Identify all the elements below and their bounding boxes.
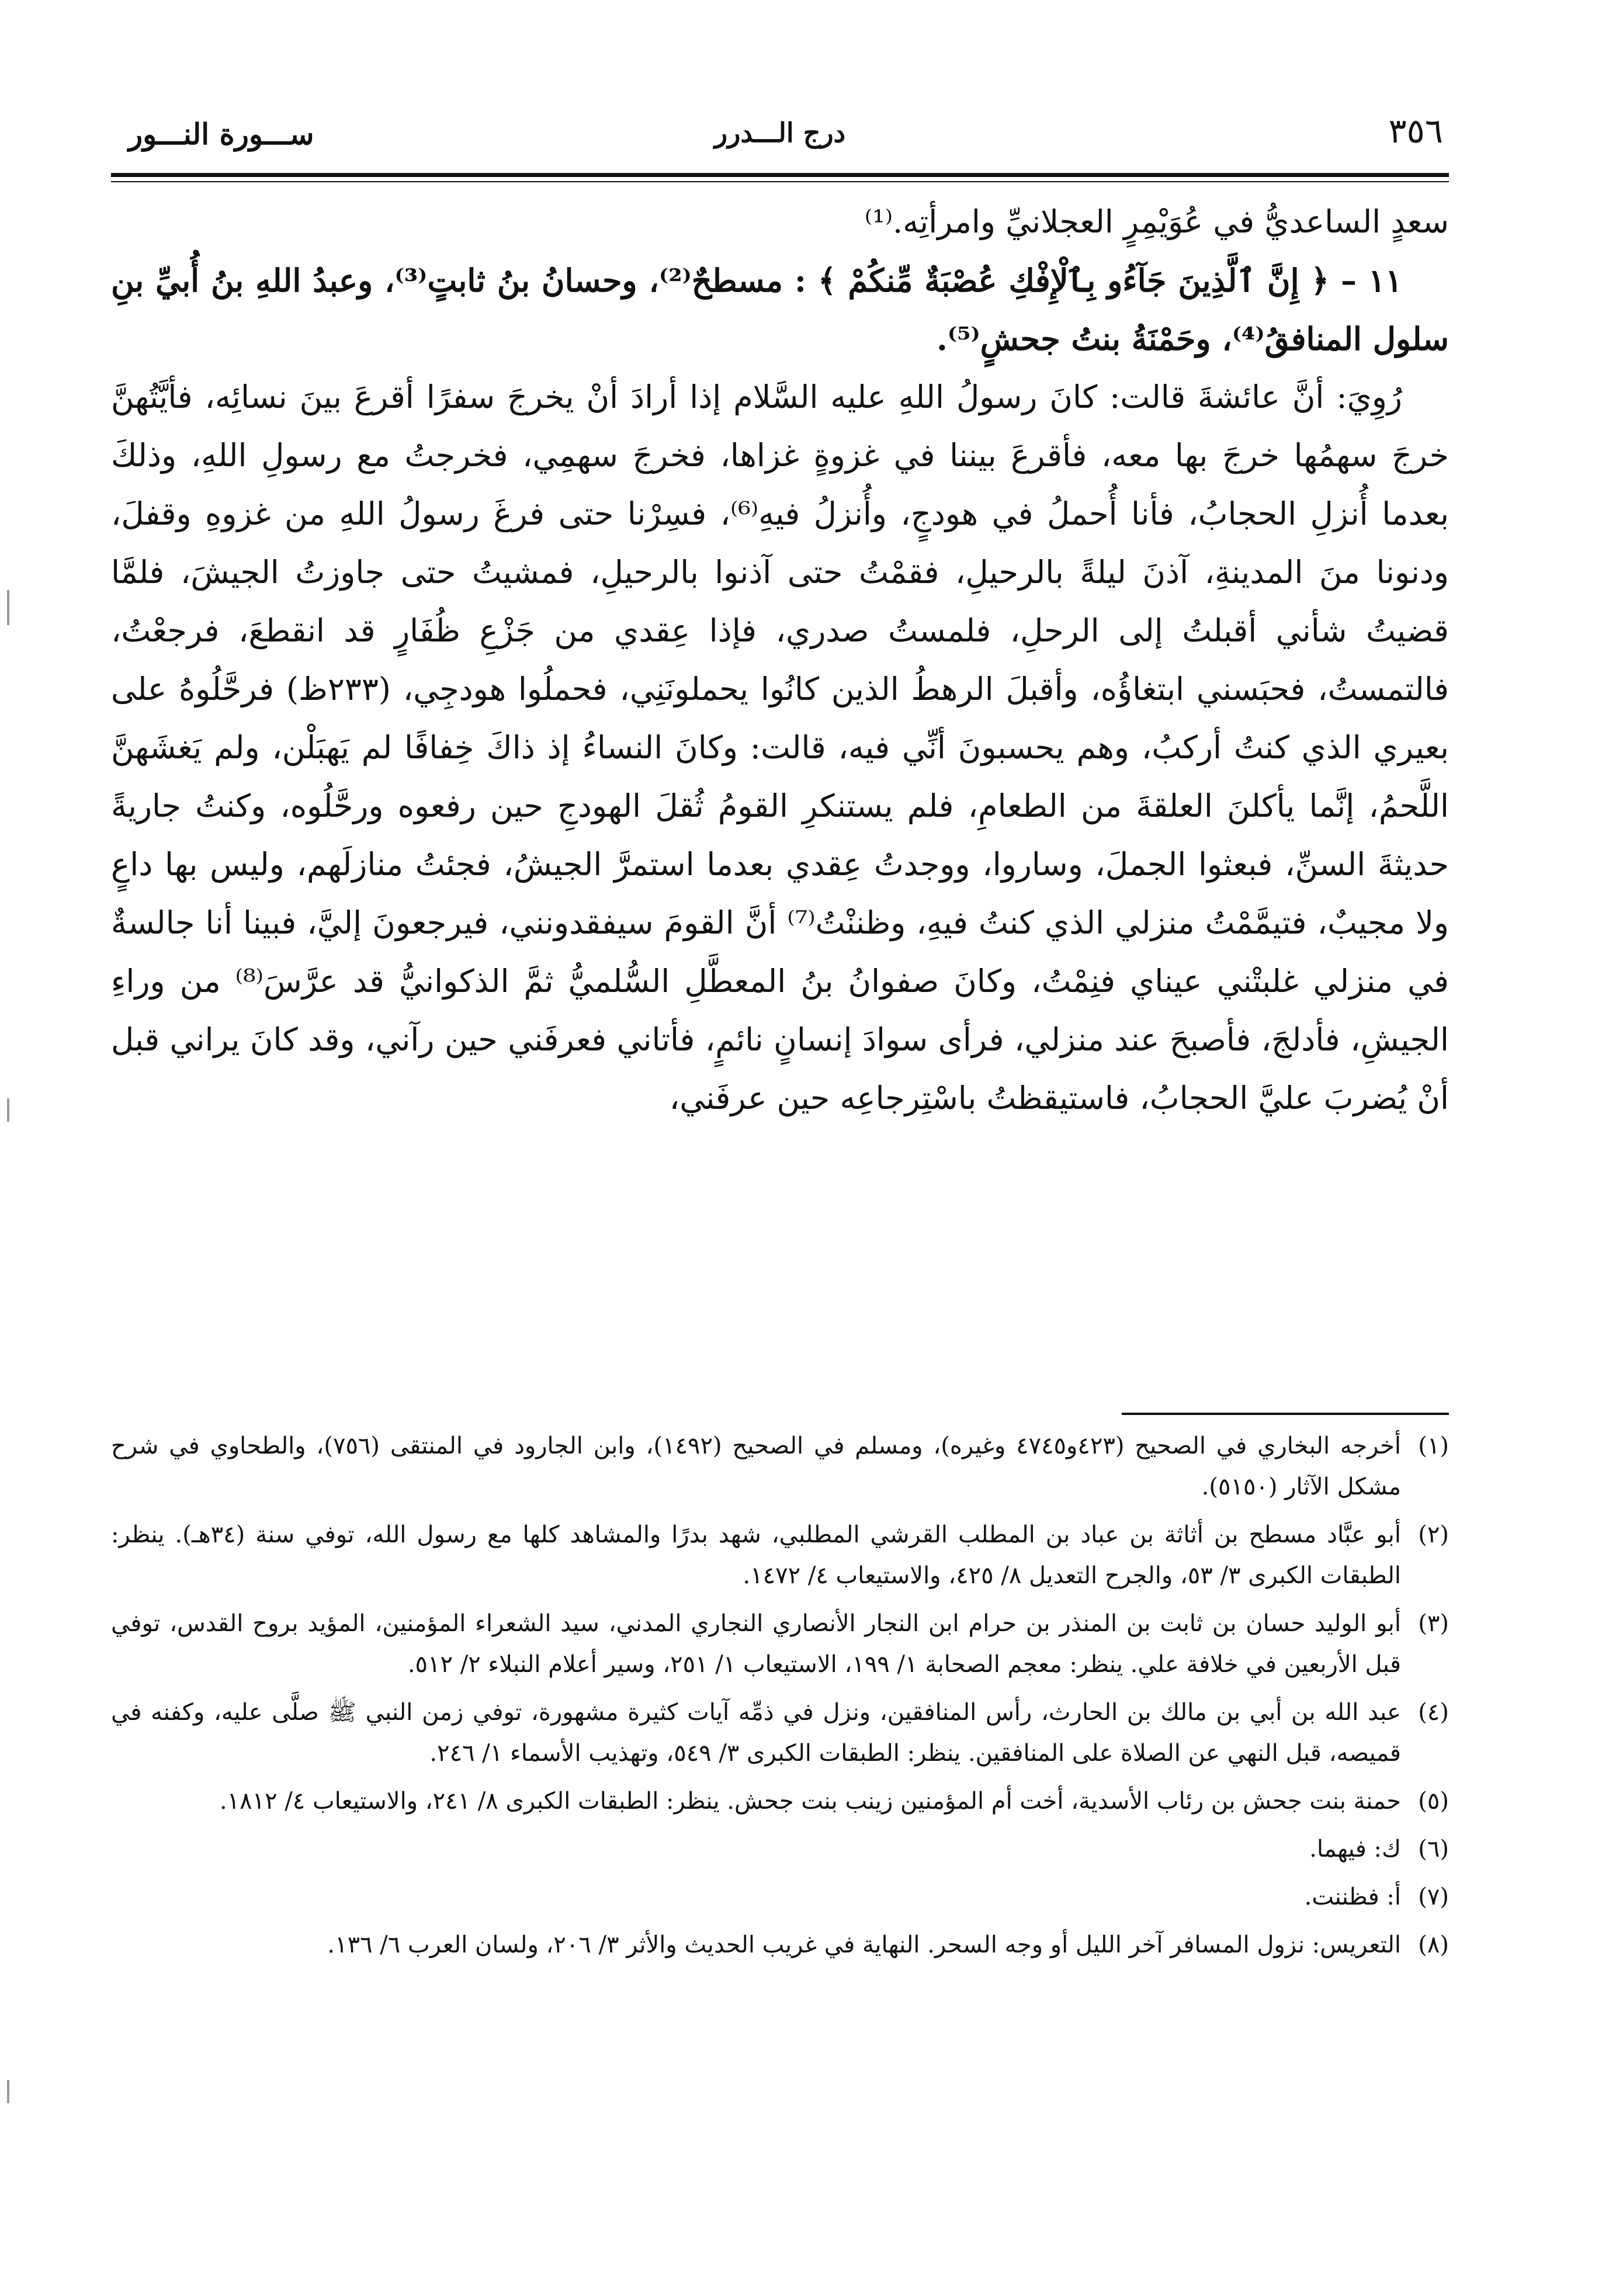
footnote-text: أخرجه البخاري في الصحيح (٤٢٣و٤٧٤٥ وغيره)، ومسلم في الصحيح (١٤٩٢)، وابن الجارود في المنتقى (٧٥٦)، والطحاوي في شرح مشكل الآثار (٥١٥٠). bbox=[111, 1433, 1402, 1500]
page-header bbox=[111, 105, 1449, 175]
footnotes bbox=[111, 1426, 1449, 1972]
footnote bbox=[111, 1877, 1449, 1917]
scan-edge-mark bbox=[7, 2080, 9, 2103]
footnote-number: (٦) bbox=[1418, 1836, 1449, 1863]
footnote-number: (١) bbox=[1418, 1433, 1449, 1459]
book-title: درج الـــدرر bbox=[714, 117, 846, 148]
footnote bbox=[111, 1514, 1449, 1596]
main-text bbox=[111, 193, 1449, 1128]
paragraph: سعدٍ الساعديُّ في عُوَيْمِرٍ العجلانيِّ وامرأتِه.⁽¹⁾ bbox=[864, 203, 1449, 240]
header-rule-thin bbox=[111, 181, 1449, 182]
footnote-number: (٧) bbox=[1418, 1884, 1449, 1910]
footnote bbox=[111, 1924, 1449, 1965]
footnote-text: ك: فيهما. bbox=[1309, 1836, 1401, 1863]
footnote-number: (٢) bbox=[1418, 1521, 1449, 1548]
footnote bbox=[111, 1426, 1449, 1507]
page-number: ٣٥٦ bbox=[1388, 111, 1443, 151]
footnote-separator bbox=[1122, 1413, 1449, 1415]
footnote-number: (٣) bbox=[1418, 1610, 1449, 1637]
scan-edge-mark bbox=[7, 590, 9, 625]
footnote-text: التعريس: نزول المسافر آخر الليل أو وجه السحر. النهاية في غريب الحديث والأثر ٣/ ٢٠٦، ولسان العرب ٦/ ١٣٦. bbox=[327, 1931, 1401, 1958]
footnote-text: عبد الله بن أبي بن مالك بن الحارث، رأس المنافقين، ونزل في ذمِّه آيات كثيرة مشهورة، توفي زمن النبي ﷺ صلَّى عليه، وكفنه في قميصه، قبل النهي عن الصلاة على المنافقين. ينظر: الطبقات الكبرى ٣/ ٥٤٩، وتهذيب الأسماء ١/ ٢٤٦. bbox=[111, 1699, 1401, 1767]
footnote-text: أ: فظننت. bbox=[1304, 1884, 1401, 1910]
footnote bbox=[111, 1829, 1449, 1870]
footnote bbox=[111, 1781, 1449, 1822]
scan-edge-mark bbox=[7, 1098, 9, 1122]
footnote bbox=[111, 1692, 1449, 1774]
footnote bbox=[111, 1603, 1449, 1685]
footnote-text: أبو الوليد حسان بن ثابت بن المنذر بن حرام ابن النجار الأنصاري النجاري المدني، سيد الشعراء المؤمنين، المؤيد بروح القدس، توفي قبل الأربعين في خلافة علي. ينظر: معجم الصحابة ١/ ١٩٩، الاستيعاب ١/ ٢٥١، وسير أعلام النبلاء ٢/ ٥١٢. bbox=[111, 1610, 1401, 1678]
footnote-number: (٥) bbox=[1418, 1788, 1449, 1815]
header-rule bbox=[111, 173, 1449, 177]
footnote-text: أبو عبَّاد مسطح بن أثاثة بن عباد بن المطلب القرشي المطلبي، شهد بدرًا والمشاهد كلها مع رسول الله، توفي سنة (٣٤هـ). ينظر: الطبقات الكبرى ٣/ ٥٣، والجرح التعديل ٨/ ٤٢٥، والاستيعاب ٤/ ١٤٧٢. bbox=[111, 1521, 1401, 1589]
footnote-text: حمنة بنت جحش بن رئاب الأسدية، أخت أم المؤمنين زينب بنت جحش. ينظر: الطبقات الكبرى ٨/ ٢٤١، والاستيعاب ٤/ ١٨١٢. bbox=[219, 1788, 1401, 1815]
surah-title: ســـورة النـــور bbox=[129, 117, 314, 151]
paragraph-verse: ١١ – ﴿ إِنَّ ٱلَّذِينَ جَآءُو بِٱلْإِفْكِ عُصْبَةٌ مِّنكُمْ ﴾ : مسطحٌ⁽²⁾، وحسانُ بنُ ثابتٍ⁽³⁾، وعبدُ اللهِ بنُ أُبيِّ بنِ سلول المنافقُ⁽⁴⁾، وحَمْنَةُ بنتُ جحشٍ⁽⁵⁾. bbox=[111, 262, 1449, 358]
footnote-number: (٨) bbox=[1418, 1931, 1449, 1958]
paragraph: رُوِيَ: أنَّ عائشةَ قالت: كانَ رسولُ اللهِ عليه السَّلام إذا أرادَ أنْ يخرجَ سفرًا أقرعَ بينَ نسائِه، فأيَّتُهنَّ خرجَ سهمُها خرجَ بها معه، فأقرعَ بيننا في غزوةٍ غزاها، فخرجَ سهمِي، فخرجتُ مع رسولِ اللهِ، وذلكَ بعدما أُنزلِ الحجابُ، فأنا أُحملُ في هودجٍ، وأُنزلُ فيهِ⁽⁶⁾، فسِرْنا حتى فرغَ رسولُ اللهِ من غزوهِ وقفلَ، ودنونا منَ المدينةِ، آذنَ ليلةً بالرحيلِ، فقمْتُ حتى آذنوا بالرحيلِ، فمشيتُ حتى جاوزتُ الجيشَ، فلمَّا قضيتُ شأني أقبلتُ إلى الرحلِ، فلمستُ صدري، فإذا عِقدي من جَزْعِ ظُفَارٍ قد انقطعَ، فرجعْتُ، فالتمستُ، فحبَسني ابتغاؤُه، وأقبلَ الرهطُ الذين كانُوا يحملونَنِي، فحملُوا هودجِي، (٢٣٣ظ) فرحَّلُوهُ على بعيري الذي كنتُ أركبُ، وهم يحسبونَ أنِّي فيه، قالت: وكانَ النساءُ إذ ذاكَ خِفافًا لم يَهبَلْن، ولم يَغشَهنَّ اللَّحمُ، إنَّما يأكلنَ العلقةَ من الطعامِ، فلم يستنكرِ القومُ ثُقلَ الهودجِ حين رفعوه ورحَّلُوه، وكنتُ جاريةً حديثةَ السنِّ، فبعثوا الجملَ، وساروا، ووجدتُ عِقدي بعدما استمرَّ الجيشُ، فجئتُ منازلَهم، وليس بها داعٍ ولا مجيبٌ، فتيمَّمْتُ منزلي الذي كنتُ فيهِ، وظننْتُ⁽⁷⁾ أنَّ القومَ سيفقدونني، فيرجعونَ إليَّ، فبينا أنا جالسةٌ في منزلي غلبتْني عيناي فنِمْتُ، وكانَ صفوانُ بنُ المعطَّلِ السُّلميُّ ثمَّ الذكوانيُّ قد عرَّسَ⁽⁸⁾ من وراءِ الجيشِ، فأدلجَ، فأصبحَ عند منزلي، فرأى سوادَ إنسانٍ نائمٍ، فأتاني فعرفَني حين رآني، وقد كانَ يراني قبل أنْ يُضربَ عليَّ الحجابُ، فاستيقظتُ باسْتِرجاعِه حين عرفَني، bbox=[111, 379, 1450, 1116]
footnote-number: (٤) bbox=[1418, 1699, 1449, 1726]
